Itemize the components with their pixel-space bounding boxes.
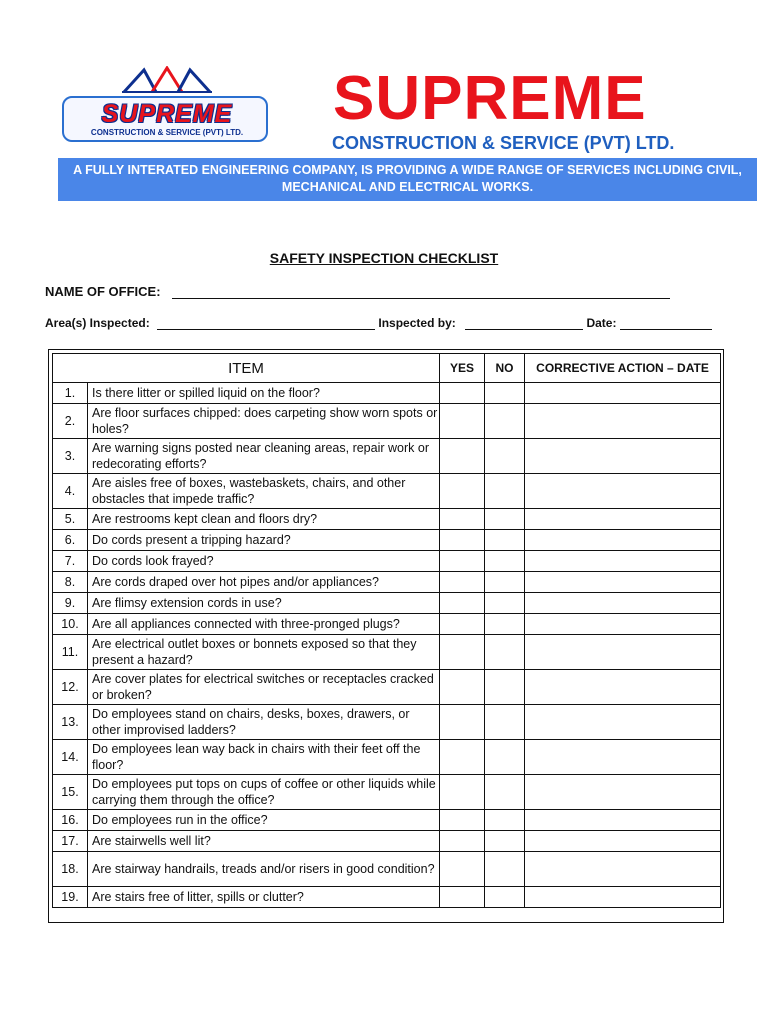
yes-cell[interactable] — [440, 593, 485, 614]
action-cell[interactable] — [525, 509, 721, 530]
table-row — [53, 439, 721, 474]
no-cell[interactable] — [485, 474, 525, 509]
no-cell[interactable] — [485, 740, 525, 775]
row-question: Are cover plates for electrical switches or receptacles cracked or broken? — [88, 670, 440, 705]
no-cell[interactable] — [485, 530, 525, 551]
no-cell[interactable] — [485, 810, 525, 831]
action-cell[interactable] — [525, 383, 721, 404]
company-banner — [58, 158, 757, 201]
company-logo — [62, 66, 270, 150]
table-row — [53, 887, 721, 908]
checklist-table — [52, 353, 721, 908]
no-cell[interactable] — [485, 635, 525, 670]
row-question: Are all appliances connected with three-pronged plugs? — [88, 614, 440, 635]
row-number: 15. — [53, 775, 88, 810]
row-number: 5. — [53, 509, 88, 530]
yes-cell[interactable] — [440, 551, 485, 572]
yes-cell[interactable] — [440, 404, 485, 439]
no-cell[interactable] — [485, 852, 525, 887]
yes-cell[interactable] — [440, 474, 485, 509]
yes-cell[interactable] — [440, 572, 485, 593]
row-question: Do cords look frayed? — [88, 551, 440, 572]
corrective-action-header: CORRECTIVE ACTION – DATE — [525, 354, 721, 383]
row-number: 18. — [53, 852, 88, 887]
row-number: 11. — [53, 635, 88, 670]
no-cell[interactable] — [485, 831, 525, 852]
table-row — [53, 852, 721, 887]
row-number: 6. — [53, 530, 88, 551]
table-row — [53, 831, 721, 852]
item-header: ITEM — [53, 354, 440, 383]
roof-truss-icon — [122, 66, 212, 94]
row-number: 3. — [53, 439, 88, 474]
no-cell[interactable] — [485, 404, 525, 439]
office-name-field[interactable] — [172, 284, 670, 299]
yes-cell[interactable] — [440, 383, 485, 404]
action-cell[interactable] — [525, 404, 721, 439]
no-cell[interactable] — [485, 593, 525, 614]
action-cell[interactable] — [525, 635, 721, 670]
yes-cell[interactable] — [440, 530, 485, 551]
action-cell[interactable] — [525, 530, 721, 551]
action-cell[interactable] — [525, 831, 721, 852]
row-question: Are floor surfaces chipped: does carpeting show worn spots or holes? — [88, 404, 440, 439]
no-cell[interactable] — [485, 705, 525, 740]
yes-cell[interactable] — [440, 852, 485, 887]
row-number: 12. — [53, 670, 88, 705]
table-row — [53, 474, 721, 509]
yes-header: YES — [440, 354, 485, 383]
yes-cell[interactable] — [440, 810, 485, 831]
banner-line-2: MECHANICAL AND ELECTRICAL WORKS. — [281, 180, 534, 194]
yes-cell[interactable] — [440, 775, 485, 810]
no-cell[interactable] — [485, 439, 525, 474]
table-row — [53, 670, 721, 705]
action-cell[interactable] — [525, 593, 721, 614]
no-cell[interactable] — [485, 383, 525, 404]
banner-line-1: A FULLY INTERATED ENGINEERING COMPANY, IS PROVIDING A WIDE RANGE OF SERVICES INCLUDING CIVIL, — [73, 163, 742, 177]
action-cell[interactable] — [525, 775, 721, 810]
brand-subtitle: CONSTRUCTION & SERVICE (PVT) LTD. — [332, 133, 675, 153]
table-row — [53, 740, 721, 775]
action-cell[interactable] — [525, 852, 721, 887]
action-cell[interactable] — [525, 572, 721, 593]
action-cell[interactable] — [525, 439, 721, 474]
no-cell[interactable] — [485, 509, 525, 530]
action-cell[interactable] — [525, 740, 721, 775]
area-label: Area(s) Inspected: — [45, 316, 150, 330]
date-field[interactable] — [620, 317, 712, 330]
no-cell[interactable] — [485, 887, 525, 908]
table-row — [53, 530, 721, 551]
action-cell[interactable] — [525, 614, 721, 635]
row-question: Are warning signs posted near cleaning areas, repair work or redecorating efforts? — [88, 439, 440, 474]
row-question: Do employees stand on chairs, desks, boxes, drawers, or other improvised ladders? — [88, 705, 440, 740]
row-question: Are restrooms kept clean and floors dry? — [88, 509, 440, 530]
row-question: Do employees lean way back in chairs with their feet off the floor? — [88, 740, 440, 775]
row-question: Are stairs free of litter, spills or clutter? — [88, 887, 440, 908]
table-row — [53, 705, 721, 740]
action-cell[interactable] — [525, 474, 721, 509]
row-number: 17. — [53, 831, 88, 852]
row-question: Are flimsy extension cords in use? — [88, 593, 440, 614]
office-row — [45, 284, 670, 299]
yes-cell[interactable] — [440, 887, 485, 908]
table-row — [53, 810, 721, 831]
row-number: 13. — [53, 705, 88, 740]
row-number: 9. — [53, 593, 88, 614]
action-cell[interactable] — [525, 551, 721, 572]
yes-cell[interactable] — [440, 740, 485, 775]
table-header-row — [53, 354, 721, 383]
meta-row — [45, 316, 712, 330]
row-question: Do employees put tops on cups of coffee or other liquids while carrying them through the office? — [88, 775, 440, 810]
no-cell[interactable] — [485, 775, 525, 810]
yes-cell[interactable] — [440, 614, 485, 635]
action-cell[interactable] — [525, 810, 721, 831]
action-cell[interactable] — [525, 705, 721, 740]
checklist-table-frame — [48, 349, 724, 923]
no-cell[interactable] — [485, 670, 525, 705]
row-number: 4. — [53, 474, 88, 509]
row-number: 14. — [53, 740, 88, 775]
no-cell[interactable] — [485, 614, 525, 635]
logo-badge — [62, 96, 268, 142]
no-header: NO — [485, 354, 525, 383]
action-cell[interactable] — [525, 887, 721, 908]
logo-subtitle: CONSTRUCTION & SERVICE (PVT) LTD. — [90, 128, 244, 137]
yes-cell[interactable] — [440, 439, 485, 474]
row-question: Is there litter or spilled liquid on the floor? — [88, 383, 440, 404]
document-title: SAFETY INSPECTION CHECKLIST — [269, 250, 499, 266]
inspected-by-label: Inspected by: — [378, 316, 456, 330]
row-question: Are cords draped over hot pipes and/or appliances? — [88, 572, 440, 593]
row-number: 16. — [53, 810, 88, 831]
table-row — [53, 635, 721, 670]
row-question: Are aisles free of boxes, wastebaskets, chairs, and other obstacles that impede traffic? — [88, 474, 440, 509]
row-question: Do cords present a tripping hazard? — [88, 530, 440, 551]
office-label: NAME OF OFFICE: — [45, 284, 161, 299]
table-row — [53, 572, 721, 593]
table-row — [53, 614, 721, 635]
row-number: 7. — [53, 551, 88, 572]
yes-cell[interactable] — [440, 509, 485, 530]
row-number: 8. — [53, 572, 88, 593]
row-number: 10. — [53, 614, 88, 635]
table-row — [53, 551, 721, 572]
table-row — [53, 593, 721, 614]
yes-cell[interactable] — [440, 670, 485, 705]
row-number: 19. — [53, 887, 88, 908]
brand-title: SUPREME — [333, 64, 647, 133]
logo-wordmark: SUPREME — [101, 100, 233, 128]
row-number: 1. — [53, 383, 88, 404]
row-number: 2. — [53, 404, 88, 439]
action-cell[interactable] — [525, 670, 721, 705]
yes-cell[interactable] — [440, 705, 485, 740]
inspected-by-field[interactable] — [465, 317, 583, 330]
no-cell[interactable] — [485, 551, 525, 572]
row-question: Are stairwells well lit? — [88, 831, 440, 852]
table-row — [53, 383, 721, 404]
row-question: Do employees run in the office? — [88, 810, 440, 831]
area-field[interactable] — [157, 317, 375, 330]
table-row — [53, 404, 721, 439]
row-question: Are stairway handrails, treads and/or risers in good condition? — [88, 852, 440, 887]
yes-cell[interactable] — [440, 831, 485, 852]
table-row — [53, 775, 721, 810]
table-row — [53, 509, 721, 530]
date-label: Date: — [586, 316, 617, 330]
no-cell[interactable] — [485, 572, 525, 593]
row-question: Are electrical outlet boxes or bonnets exposed so that they present a hazard? — [88, 635, 440, 670]
yes-cell[interactable] — [440, 635, 485, 670]
